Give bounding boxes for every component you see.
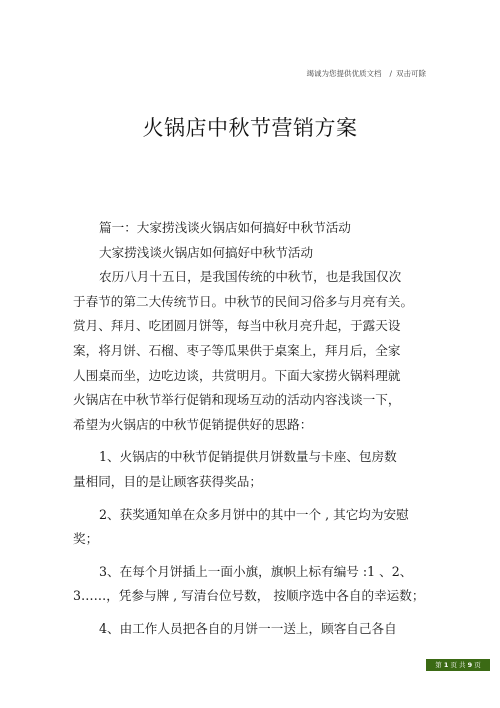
page-header (306, 68, 426, 79)
paragraph-line: 农历八月十五日，是我国传统的中秋节，也是我国仅次 (99, 269, 402, 285)
section-heading: 篇一：大家捞浅谈火锅店如何搞好中秋节活动 (99, 220, 351, 235)
list-item-2-cont: 奖； (73, 531, 99, 547)
current-page: 1 (443, 661, 449, 669)
header-slogan: 竭诚为您提供优质文档 (306, 69, 382, 78)
article-heading: 大家捞浅谈火锅店如何搞好中秋节活动 (99, 244, 314, 260)
page-number-badge (426, 659, 490, 671)
header-separator: / (389, 69, 392, 78)
page-mid: 页 共 (450, 661, 466, 669)
total-pages: 9 (467, 661, 473, 669)
paragraph-line: 于春节的第二大传统节日。中秋节的民间习俗多与月亮有关。 (73, 293, 414, 309)
page-prefix: 第 (435, 661, 442, 669)
paragraph-line: 赏月、拜月、吃团圆月饼等，每当中秋月亮升起，于露天设 (73, 318, 401, 334)
paragraph-line: 案，将月饼、石榴、枣子等瓜果供于桌案上，拜月后，全家 (73, 342, 401, 358)
paragraph-line: 火锅店在中秋节举行促销和现场互动的活动内容浅谈一下， (73, 392, 401, 408)
paragraph-line: 希望为火锅店的中秋节促销提供好的思路： (73, 416, 313, 432)
list-item-3: 3、在每个月饼插上一面小旗，旗帜上标有编号 :1 、2、 (99, 563, 413, 579)
document-body (73, 216, 433, 642)
document-title: 火锅店中秋节营销方案 (142, 116, 358, 140)
list-item-4: 4、由工作人员把各自的月饼一一送上，顾客自己各自 (99, 620, 397, 636)
list-item-1: 1、火锅店的中秋节促销提供月饼数量与卡座、包房数 (99, 449, 397, 465)
list-item-1-cont: 量相同，目的是让顾客获得奖品； (73, 473, 262, 489)
list-item-3-cont: 3……，凭参与牌 , 写清台位号数， 按顺序选中各自的幸运数； (73, 588, 425, 604)
page-suffix: 页 (474, 661, 481, 669)
paragraph-line: 人围桌而坐，边吃边谈，共赏明月。下面大家捞火锅料理就 (73, 367, 401, 383)
list-item-2: 2、获奖通知单在众多月饼中的其中一个 , 其它均为安慰 (99, 506, 409, 522)
header-hint: 双击可除 (396, 69, 426, 78)
